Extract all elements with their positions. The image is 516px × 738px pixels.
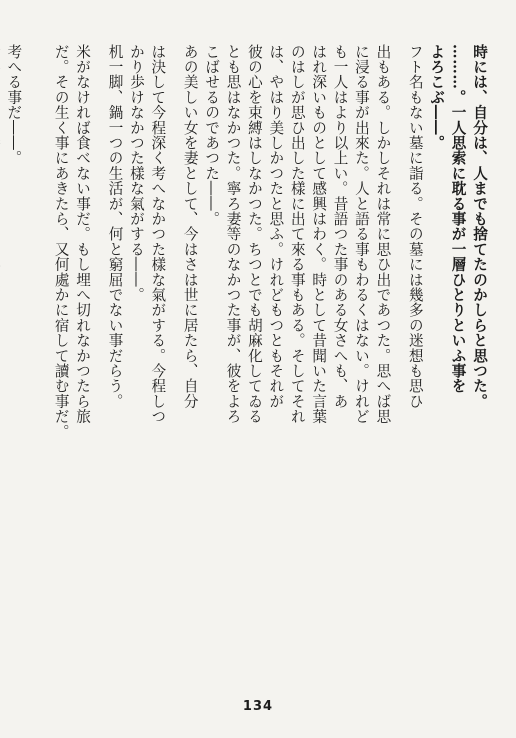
text-line: に浸る事が出來た。人と語る事もわるくはない。けれど — [352, 44, 370, 424]
text-line: だ。その生く事にあきたら、又何處かに宿して讀む事だ。 — [52, 44, 70, 440]
text-line: は、やはり美しかつたと思ふ。けれどもつともそれが — [267, 44, 285, 409]
text-line: あの美しい女を妻として、今はさは世に居たら、自分 — [181, 44, 199, 409]
text-line: 机一脚、鍋一つの生活が、何と窮屈でない事だらう。 — [106, 44, 124, 409]
text-line: とも思はなかつた。寧ろ妻等のなかつた事が、彼をよろ — [224, 44, 242, 424]
text-line: 出もある。しかしそれは常に思ひ出であつた。思へば思 — [374, 44, 392, 424]
text-line: よろこぶ――。 — [428, 44, 446, 151]
text-line: 米がなければ食べない事だ。もし埋へ切れなかつたら旅 — [74, 44, 92, 424]
text-line: はれ深いものとして感興はわく。時として昔聞いた言葉 — [310, 44, 328, 424]
text-line: 彼の心を束縛はしなかつた。ちつとでも胡麻化してゐる — [245, 44, 263, 424]
text-line: かり歩けなかつた樣な氣がする――。 — [127, 44, 145, 303]
text-line: も一人はより以上い。昔語つた事のある女さへも、あ — [331, 44, 349, 409]
text-line: 時には、自分は、人までも捨てたのかしらと思つた。 — [471, 44, 488, 409]
text-line: こばせるのであつた――。 — [203, 44, 221, 227]
text-line: ………。一人思索に耽る事が一層ひとりといふ事を — [449, 44, 467, 394]
text-line: 考へる事だ――。 — [5, 44, 23, 166]
text-line: フト名もない墓に詣る。その墓には幾多の迷想も思ひ — [406, 44, 424, 409]
text-line: は決して今程深く考へなかつた樣な氣がする。今程しつ — [149, 44, 167, 424]
text-line — [0, 44, 3, 672]
page-number: 134 — [242, 699, 274, 714]
text-line: のはしが思ひ出した樣に出て來る事もある。そしてそれ — [288, 44, 306, 424]
vertical-text-block — [0, 44, 490, 672]
